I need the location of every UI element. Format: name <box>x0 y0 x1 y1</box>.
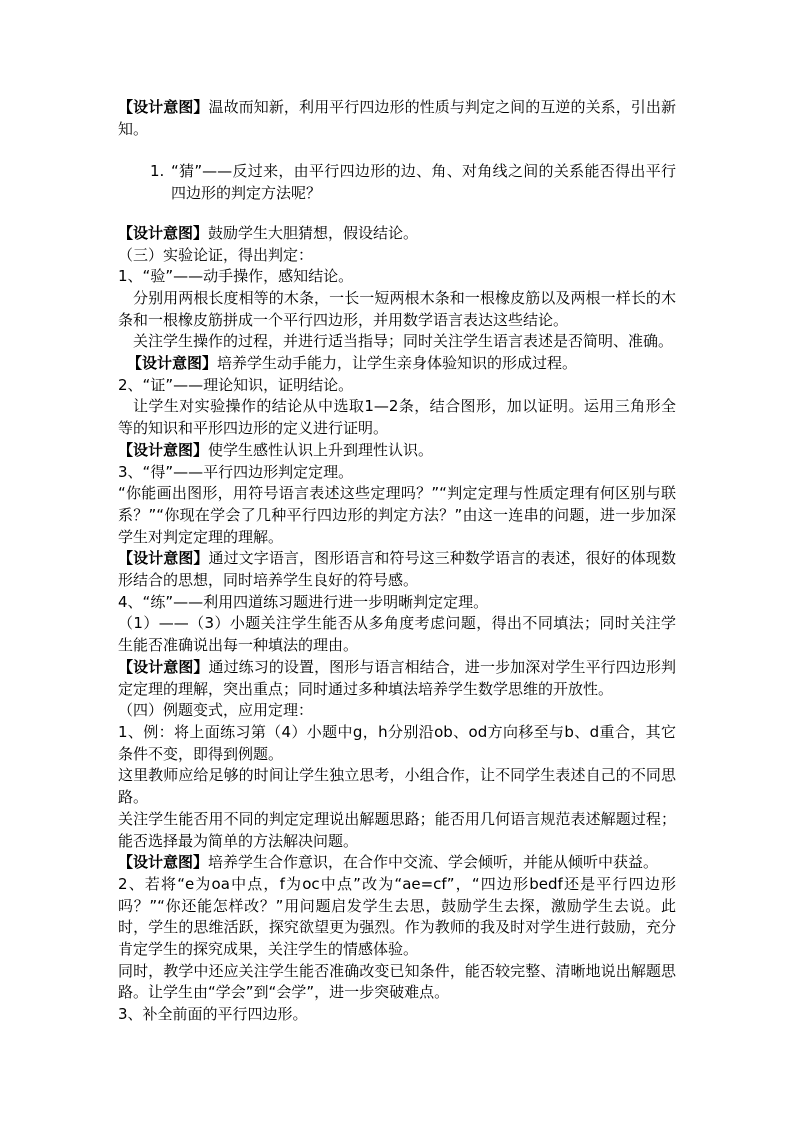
design-intent-label: 【设计意图】 <box>118 657 209 676</box>
step-heading-complete: 3、补全前面的平行四边形。 <box>118 1005 308 1024</box>
section-heading-4: （四）例题变式，应用定理： <box>118 701 314 720</box>
paragraph-design-intent-3 <box>118 353 676 375</box>
paragraph-prove: 让学生对实验操作的结论从中选取1—2条，结合图形，加以证明。运用三角形全等的知识和平形四边形的定义进行证明。 <box>118 397 676 438</box>
design-intent-label: 【设计意图】 <box>118 440 209 459</box>
paragraph-practice: （1）——（3）小题关注学生能否从多角度考虑问题，得出不同填法；同时关注学生能否准确说出每一种填法的理由。 <box>118 614 676 655</box>
paragraph-text: 通过练习的设置，图形与语言相结合，进一步加深对学生平行四边形判定定理的理解，突出重点；同时通过多种填法培养学生数学思维的开放性。 <box>118 657 676 698</box>
paragraph-design-intent-7 <box>118 852 676 874</box>
paragraph-design-intent-4 <box>118 440 676 462</box>
paragraph-example: 1、例：将上面练习第（4）小题中g，h分别沿ob、od方向移至与b、d重合，其它条件不变，即得到例题。 <box>118 722 676 763</box>
design-intent-label: 【设计意图】 <box>118 549 209 568</box>
paragraph-questions: “你能画出图形，用符号语言表述这些定理吗？”“判定定理与性质定理有何区别与联系？”“你现在学会了几种平行四边形的判定方法？”由这一连串的问题，进一步加深学生对判定定理的理解。 <box>118 484 676 546</box>
paragraph-meanwhile: 同时，教学中还应关注学生能否准确改变已知条件，能否较完整、清晰地说出解题思路。让学生由“学会”到“会学”，进一步突破难点。 <box>118 961 676 1002</box>
design-intent-label: 【设计意图】 <box>127 354 218 373</box>
paragraph-text: 温故而知新，利用平行四边形的性质与判定之间的互逆的关系，引出新知。 <box>118 98 676 138</box>
paragraph-design-intent-2 <box>118 223 676 245</box>
paragraph-teacher: 这里教师应给足够的时间让学生独立思考，小组合作，让不同学生表述自己的不同思路。 <box>118 766 676 807</box>
step-heading-obtain: 3、“得”——平行四边形判定定理。 <box>118 462 354 481</box>
paragraph-design-intent-5 <box>118 548 676 591</box>
paragraph-text: 鼓励学生大胆猜想，假设结论。 <box>208 223 419 242</box>
paragraph-observe: 关注学生操作的过程，并进行适当指导；同时关注学生语言表述是否简明、准确。 <box>133 332 674 351</box>
paragraph-experiment: 分别用两根长度相等的木条，一长一短两根木条和一根橡皮筋以及两根一样长的木条和一根橡皮筋拼成一个平行四边形，并用数学语言表达这些结论。 <box>118 288 676 329</box>
numbered-list-item <box>118 161 676 204</box>
paragraph-attention: 关注学生能否用不同的判定定理说出解题思路；能否用几何语言规范表述解题过程；能否选择最为简单的方法解决问题。 <box>118 809 676 850</box>
design-intent-label: 【设计意图】 <box>118 98 209 116</box>
design-intent-label: 【设计意图】 <box>118 853 209 872</box>
paragraph-design-intent-1 <box>118 97 676 140</box>
document-body <box>118 97 676 1026</box>
list-item-text: “猜”——反过来，由平行四边形的边、角、对角线之间的关系能否得出平行四边形的判定方法呢？ <box>171 162 676 203</box>
section-heading-3: （三）实验论证，得出判定： <box>118 245 314 264</box>
step-heading-prove: 2、“证”——理论知识，证明结论。 <box>118 375 354 394</box>
list-number: 1. <box>150 162 165 181</box>
paragraph-text: 通过文字语言，图形语言和符号这三种数学语言的表述，很好的体现数形结合的思想，同时培养学生良好的符号感。 <box>118 549 676 590</box>
design-intent-label: 【设计意图】 <box>118 223 209 242</box>
step-heading-verify: 1、“验”——动手操作，感知结论。 <box>118 267 354 286</box>
step-heading-practice: 4、“练”——利用四道练习题进行进一步明晰判定定理。 <box>118 592 489 611</box>
paragraph-text: 使学生感性认识上升到理性认识。 <box>208 440 434 459</box>
paragraph-design-intent-6 <box>118 657 676 700</box>
paragraph-text: 培养学生合作意识，在合作中交流、学会倾听，并能从倾听中获益。 <box>208 853 659 872</box>
paragraph-variation: 2、若将“e为oa中点，f为oc中点”改为“ae=cf”，“四边形bedf还是平行四边形吗？”“你还能怎样改？”用问题启发学生去思，鼓励学生去探，激励学生去说。此时，学生的思维活跃，探究欲望更为强烈。作为教师的我及时对学生进行鼓励，充分肯定学生的探究成果，关注学生的情感体验。 <box>118 874 676 959</box>
paragraph-text: 培养学生动手能力，让学生亲身体验知识的形成过程。 <box>217 354 578 373</box>
